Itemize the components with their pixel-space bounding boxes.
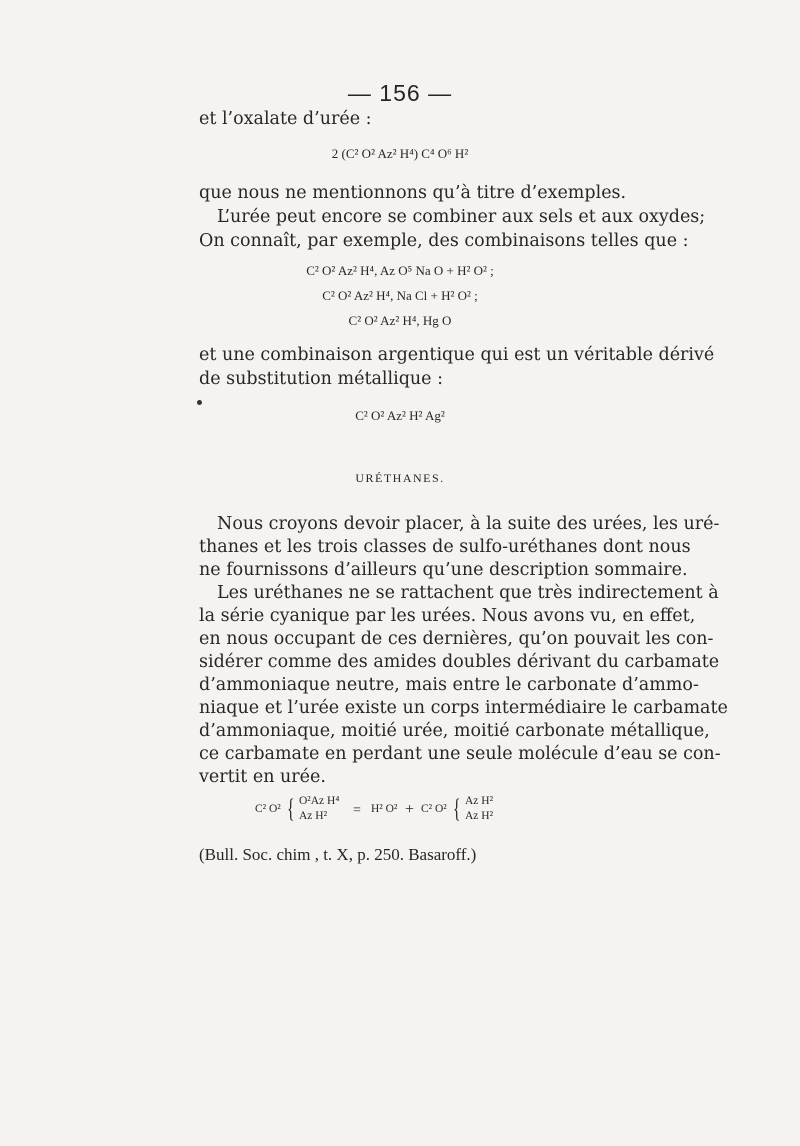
eq-rhs-bottom: Az H² (465, 810, 494, 822)
eq-lhs-prefix: C² O² (255, 803, 281, 815)
text-line: ne fournissons d’ailleurs qu’une description sommaire. (199, 560, 688, 580)
formula-combination-2: C² O² Az² H⁴, Na Cl + H² O² ; (322, 288, 478, 303)
text-line: en nous occupant de ces dernières, qu’on pouvait les con- (199, 629, 714, 649)
text-line: d’ammoniaque, moitié urée, moitié carbonate métallique, (199, 721, 710, 741)
citation: (Bull. Soc. chim , t. X, p. 250. Basaroff.) (199, 845, 477, 864)
eq-lhs-bottom: Az H² (299, 810, 328, 822)
text-line: Les uréthanes ne se rattachent que très indirectement à (217, 583, 719, 603)
text-line: thanes et les trois classes de sulfo-uréthanes dont nous (199, 537, 691, 557)
section-heading: URÉTHANES. (355, 471, 445, 485)
text-line: et une combinaison argentique qui est un véritable dérivé (199, 345, 715, 365)
text-line: vertit en urée. (199, 767, 326, 787)
eq-plus: + (405, 801, 415, 818)
formula-combination-3: C² O² Az² H⁴, Hg O (348, 313, 452, 328)
ink-dot (197, 400, 202, 405)
text-line: la série cyanique par les urées. Nous avons vu, en effet, (199, 606, 696, 626)
text-line: ce carbamate en perdant une seule molécule d’eau se con- (199, 744, 721, 764)
text-line: niaque et l’urée existe un corps intermédiaire le carbamate (199, 698, 728, 718)
text-line: et l’oxalate d’urée : (199, 109, 372, 129)
formula-oxalate: 2 (C² O² Az² H⁴) C⁴ O⁶ H² (331, 146, 469, 161)
eq-middle: H² O² (371, 803, 398, 815)
page-number: — 156 — (347, 80, 453, 106)
formula-argentique: C² O² Az² H² Ag² (355, 408, 445, 423)
text-line: d’ammoniaque neutre, mais entre le carbonate d’ammo- (199, 675, 699, 695)
text-line: de substitution métallique : (199, 369, 443, 389)
left-brace-icon: { (287, 794, 295, 823)
text-line: On connaît, par exemple, des combinaisons telles que : (199, 231, 689, 251)
eq-equals: = (353, 803, 361, 818)
eq-rhs-top: Az H² (465, 795, 494, 807)
eq-rhs-prefix: C² O² (421, 803, 447, 815)
right-brace-icon: { (453, 794, 461, 823)
carbamate-equation (255, 794, 575, 828)
text-line: Nous croyons devoir placer, à la suite des urées, les uré- (217, 514, 720, 534)
text-line: sidérer comme des amides doubles dérivant du carbamate (199, 652, 720, 672)
formula-combination-1: C² O² Az² H⁴, Az O⁵ Na O + H² O² ; (306, 263, 494, 278)
eq-lhs-top: O²Az H⁴ (299, 795, 340, 807)
text-line: que nous ne mentionnons qu’à titre d’exemples. (199, 183, 627, 203)
text-line: L’urée peut encore se combiner aux sels et aux oxydes; (217, 207, 706, 227)
